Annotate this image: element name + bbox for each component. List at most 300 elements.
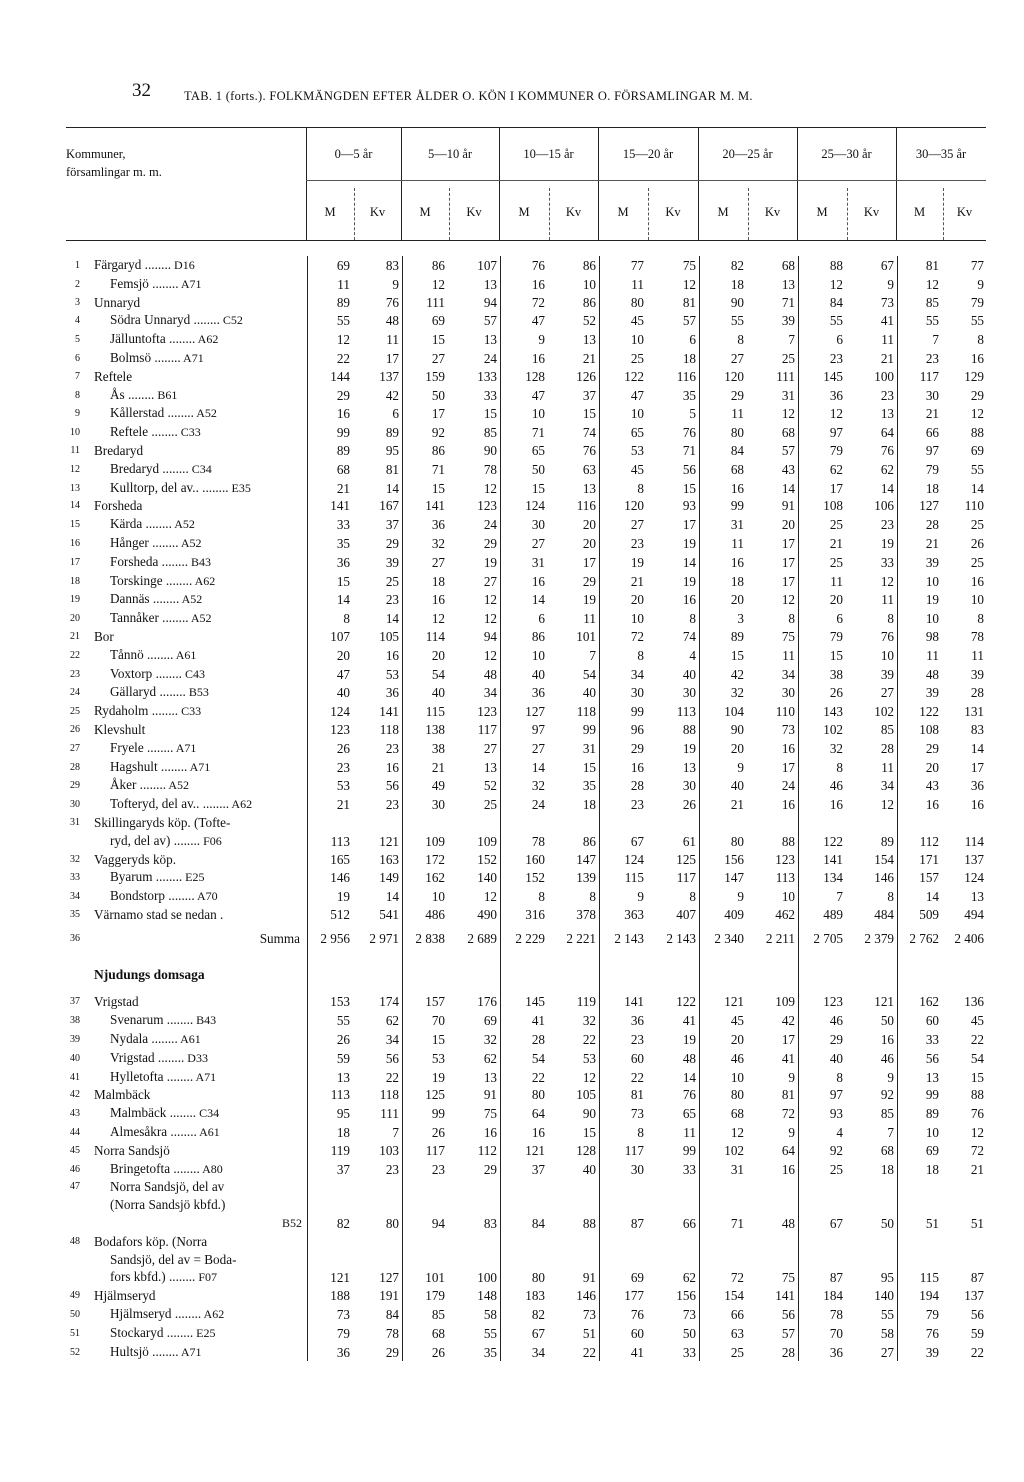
row-label — [86, 294, 306, 312]
table-row-continuation — [58, 1196, 986, 1214]
female-value: 77 — [970, 258, 984, 273]
header-divider — [499, 128, 500, 240]
empty-cell — [896, 1178, 943, 1196]
row-label — [86, 1142, 306, 1160]
male-value: 2 956 — [320, 930, 350, 946]
female-value: 20 — [582, 517, 596, 533]
male-value: 121 — [330, 1270, 350, 1286]
female-value: 16 — [781, 797, 795, 813]
table-row — [58, 887, 986, 906]
parish-code: A62 — [201, 1307, 225, 1322]
first-column-header: Kommuner, — [66, 147, 126, 161]
male-value: 8 — [637, 480, 644, 496]
female-value: 17 — [781, 535, 795, 551]
male-value: 69 — [925, 1142, 939, 1158]
female-value: 24 — [483, 350, 497, 366]
male-value: 117 — [425, 1142, 445, 1158]
municipality-name: Hultsjö — [110, 1343, 149, 1359]
table-row — [58, 534, 986, 553]
male-value: 20 — [630, 592, 644, 608]
female-value: 26 — [970, 535, 984, 551]
municipality-name: Femsjö — [110, 275, 149, 291]
male-value: 102 — [823, 721, 843, 737]
female-value: 119 — [576, 994, 596, 1010]
parish-code: A52 — [166, 778, 190, 793]
male-value: 172 — [425, 851, 445, 867]
female-value: 10 — [970, 592, 984, 608]
row-label — [86, 1049, 306, 1068]
male-value: 92 — [829, 1142, 843, 1158]
male-value: 29 — [336, 387, 350, 403]
row-number: 24 — [70, 687, 80, 699]
male-value: 157 — [425, 994, 445, 1010]
male-value: 19 — [336, 889, 350, 905]
male-value: 20 — [730, 740, 744, 756]
parish-code: A70 — [194, 889, 218, 904]
leader-dots: ........ — [147, 646, 174, 662]
leader-dots: ........ — [170, 1124, 197, 1140]
female-value: 462 — [775, 906, 795, 922]
table-row — [58, 721, 986, 739]
row-number: 6 — [75, 352, 80, 364]
male-value: 122 — [919, 704, 939, 720]
male-value: 73 — [336, 1307, 350, 1323]
empty-cell — [698, 1196, 748, 1214]
male-value: 23 — [829, 350, 843, 366]
male-value: 86 — [431, 258, 445, 273]
male-value: 88 — [829, 258, 843, 273]
male-value: 26 — [431, 1125, 445, 1141]
row-number: 5 — [75, 334, 80, 346]
male-value: 27 — [431, 350, 445, 366]
female-value: 21 — [582, 350, 596, 366]
female-value: 95 — [385, 442, 399, 458]
female-value: 94 — [483, 294, 497, 310]
male-value: 20 — [925, 759, 939, 775]
female-value: 55 — [880, 1307, 894, 1323]
female-value: 378 — [576, 906, 596, 922]
female-value: 14 — [385, 889, 399, 905]
male-value: 316 — [525, 906, 545, 922]
male-value: 28 — [925, 517, 939, 533]
municipality-name: Svenarum — [110, 1012, 164, 1028]
parish-code: C43 — [181, 666, 205, 681]
male-value: 141 — [425, 498, 445, 514]
parish-code: A52 — [171, 517, 195, 532]
male-value: 18 — [730, 573, 744, 589]
row-number: 22 — [70, 649, 80, 661]
age-group-label: 20—25 år — [722, 147, 773, 161]
female-value: 19 — [880, 535, 894, 551]
female-value: 62 — [880, 461, 894, 477]
female-value: 73 — [880, 294, 894, 310]
male-value: 47 — [531, 387, 545, 403]
female-value: 75 — [682, 258, 696, 273]
male-value: 60 — [925, 1013, 939, 1029]
female-value: 19 — [682, 573, 696, 589]
male-value: 40 — [829, 1050, 843, 1066]
female-value: 10 — [582, 276, 596, 292]
female-value: 35 — [483, 1344, 497, 1360]
female-value: 118 — [379, 721, 399, 737]
row-number: 43 — [70, 1108, 80, 1120]
table-row — [58, 294, 986, 312]
section-title: Njudungs domsaga — [94, 967, 205, 983]
municipality-name: Hjälmseryd — [110, 1306, 172, 1322]
male-value: 55 — [829, 313, 843, 329]
empty-cell — [354, 1251, 401, 1269]
male-value: 31 — [531, 554, 545, 570]
municipality-name: Malmbäck — [110, 1105, 167, 1121]
female-value: 24 — [781, 778, 795, 794]
female-value: 62 — [682, 1270, 696, 1286]
male-value: 35 — [336, 535, 350, 551]
female-value: 14 — [385, 480, 399, 496]
male-value: 112 — [919, 833, 939, 849]
male-value: 12 — [431, 276, 445, 292]
empty-cell — [449, 1233, 499, 1251]
male-value: 120 — [724, 368, 744, 384]
municipality-name: Bondstorp — [110, 888, 165, 904]
male-value: 85 — [925, 294, 939, 310]
row-number: 29 — [70, 780, 80, 792]
male-value: 82 — [730, 258, 744, 273]
table-row — [58, 515, 986, 534]
female-value: 140 — [874, 1288, 894, 1304]
female-value: 8 — [589, 889, 596, 905]
row-label — [86, 368, 306, 386]
male-value: 8 — [836, 1069, 843, 1085]
row-number: 12 — [70, 463, 80, 475]
row-number: 14 — [70, 500, 80, 512]
male-value: 20 — [336, 647, 350, 663]
parish-code: A62 — [229, 797, 253, 812]
male-value: 36 — [630, 1013, 644, 1029]
female-value: 73 — [682, 1307, 696, 1323]
male-value: 138 — [425, 721, 445, 737]
row-label — [86, 739, 306, 758]
female-value: 9 — [977, 276, 984, 292]
parish-code: A52 — [188, 611, 212, 626]
row-number: 21 — [70, 630, 80, 642]
row-label — [86, 1160, 306, 1179]
row-label — [86, 404, 306, 423]
empty-cell — [449, 814, 499, 832]
male-value: 32 — [531, 778, 545, 794]
female-value: 118 — [576, 704, 596, 720]
table-row — [58, 1068, 986, 1087]
female-value: 50 — [880, 1013, 894, 1029]
parish-code: A71 — [178, 1344, 202, 1359]
female-value: 106 — [874, 498, 894, 514]
column-divider — [599, 256, 600, 1361]
female-value: 167 — [379, 498, 399, 514]
female-value: 2 689 — [467, 930, 497, 946]
row-number — [58, 1214, 86, 1233]
female-value: 67 — [880, 258, 894, 273]
female-value: 13 — [483, 1069, 497, 1085]
male-value: 33 — [336, 517, 350, 533]
female-value: 16 — [970, 350, 984, 366]
female-value: 50 — [880, 1216, 894, 1232]
female-value: 62 — [385, 1013, 399, 1029]
row-label — [86, 683, 306, 702]
empty-cell — [943, 1178, 986, 1196]
female-value: 8 — [887, 611, 894, 627]
municipality-name: Byarum — [110, 869, 153, 885]
municipality-name: Tofteryd, del av.. — [110, 796, 200, 812]
female-value: 27 — [483, 573, 497, 589]
male-value: 25 — [630, 350, 644, 366]
female-value: 45 — [970, 1013, 984, 1029]
female-value: 59 — [970, 1325, 984, 1341]
female-value: 109 — [775, 994, 795, 1010]
empty-cell — [943, 814, 986, 832]
female-value: 15 — [582, 759, 596, 775]
female-value: 76 — [385, 294, 399, 310]
header-divider — [797, 128, 798, 240]
male-value: 71 — [531, 425, 545, 441]
female-value: 88 — [781, 833, 795, 849]
male-value: 80 — [630, 294, 644, 310]
female-value: 32 — [483, 1032, 497, 1048]
female-value: 55 — [970, 461, 984, 477]
male-value: 27 — [730, 350, 744, 366]
female-value: 12 — [781, 406, 795, 422]
male-value: 79 — [829, 442, 843, 458]
municipality-name: Bringetofta — [110, 1160, 171, 1176]
male-value: 71 — [431, 461, 445, 477]
female-value: 56 — [682, 461, 696, 477]
parish-code: D16 — [171, 258, 195, 272]
female-value: 16 — [970, 797, 984, 813]
male-value: 7 — [932, 332, 939, 348]
male-value: 25 — [829, 554, 843, 570]
female-value: 39 — [781, 313, 795, 329]
female-value: 88 — [582, 1216, 596, 1232]
municipality-name: Kärda — [110, 516, 143, 532]
male-value: 65 — [531, 442, 545, 458]
male-value: 27 — [531, 740, 545, 756]
empty-cell — [499, 1251, 549, 1269]
row-label — [86, 906, 306, 924]
female-value: 11 — [683, 1125, 696, 1141]
female-value: 2 379 — [864, 930, 894, 946]
female-value: 149 — [379, 870, 399, 886]
female-value: 107 — [477, 258, 497, 273]
male-value: 26 — [829, 685, 843, 701]
table-row-continuation — [58, 1251, 986, 1269]
male-value: 34 — [531, 1344, 545, 1360]
male-value: 10 — [531, 406, 545, 422]
female-value: 53 — [582, 1050, 596, 1066]
female-value: 156 — [676, 1288, 696, 1304]
female-value: 2 143 — [666, 930, 696, 946]
female-value: 57 — [483, 313, 497, 329]
female-value: 140 — [477, 870, 497, 886]
municipality-name: Stockaryd — [110, 1324, 164, 1340]
female-value: 123 — [477, 704, 497, 720]
row-label — [86, 1343, 306, 1362]
male-value: 15 — [531, 480, 545, 496]
male-value: 69 — [336, 258, 350, 273]
female-value: 75 — [483, 1106, 497, 1122]
parish-code: B61 — [154, 387, 178, 402]
female-value: 11 — [881, 592, 894, 608]
female-value: 7 — [788, 332, 795, 348]
male-value: 69 — [630, 1270, 644, 1286]
female-value: 8 — [689, 611, 696, 627]
female-value: 25 — [385, 573, 399, 589]
parish-code: E25 — [182, 870, 205, 885]
male-value: 18 — [730, 276, 744, 292]
parish-code: C33 — [177, 425, 201, 440]
column-divider — [307, 256, 308, 1361]
empty-cell — [306, 1233, 354, 1251]
age-group-label: 30—35 år — [915, 147, 967, 161]
female-value: 35 — [582, 778, 596, 794]
table-row — [58, 590, 986, 609]
municipality-name: Tånnö — [110, 646, 144, 662]
female-value: 7 — [887, 1125, 894, 1141]
male-value: 90 — [730, 294, 744, 310]
female-value: 17 — [781, 573, 795, 589]
male-value: 10 — [925, 1125, 939, 1141]
female-value: 2 221 — [566, 930, 596, 946]
female-value: 31 — [781, 387, 795, 403]
empty-cell — [401, 1196, 449, 1214]
male-value: 17 — [431, 406, 445, 422]
leader-dots: ........ — [173, 1160, 200, 1176]
female-value: 81 — [385, 461, 399, 477]
female-value: 131 — [964, 704, 984, 720]
female-value: 37 — [582, 387, 596, 403]
header-divider — [698, 128, 699, 240]
male-value: 97 — [829, 1087, 843, 1103]
row-number: 39 — [70, 1034, 80, 1046]
table-row-continuation — [58, 1233, 986, 1251]
female-value: 128 — [576, 1142, 596, 1158]
male-value: 29 — [630, 740, 644, 756]
female-value: 129 — [964, 368, 984, 384]
male-value: 71 — [730, 1216, 744, 1232]
female-value: 71 — [781, 294, 795, 310]
female-value: 123 — [775, 851, 795, 867]
female-value: 36 — [385, 685, 399, 701]
table-row — [58, 851, 986, 869]
female-value: 22 — [970, 1344, 984, 1360]
header-bottom-rule — [66, 240, 986, 241]
table-row — [58, 1142, 986, 1160]
table-row — [58, 795, 986, 814]
row-label — [86, 887, 306, 906]
empty-cell — [748, 1251, 797, 1269]
female-value: 48 — [385, 313, 399, 329]
female-value: 78 — [483, 461, 497, 477]
female-value: 29 — [385, 535, 399, 551]
municipality-name: Malmbäck — [94, 1087, 151, 1103]
male-value: 84 — [730, 442, 744, 458]
header-top-rule — [66, 127, 986, 128]
female-value: 36 — [970, 778, 984, 794]
male-value: 21 — [336, 797, 350, 813]
municipality-name: Kulltorp, del av.. — [110, 479, 199, 495]
female-value: 2 406 — [954, 930, 984, 946]
female-value: 16 — [781, 1161, 795, 1177]
female-value: 12 — [483, 647, 497, 663]
table-row — [58, 776, 986, 795]
table-row — [58, 386, 986, 405]
male-value: 141 — [330, 498, 350, 514]
male-value: 9 — [737, 759, 744, 775]
row-number: 41 — [70, 1071, 80, 1083]
parish-code: A71 — [178, 276, 202, 291]
male-value: 37 — [531, 1161, 545, 1177]
row-number: 7 — [75, 370, 80, 382]
male-value: 19 — [431, 1069, 445, 1085]
parish-code: E25 — [193, 1325, 216, 1340]
female-value: 34 — [483, 685, 497, 701]
female-value: 64 — [781, 1142, 795, 1158]
empty-cell — [698, 814, 748, 832]
table-row — [58, 442, 986, 460]
male-value: 78 — [829, 1307, 843, 1323]
female-value: 147 — [576, 851, 596, 867]
male-value: 188 — [330, 1288, 350, 1304]
female-value: 12 — [483, 592, 497, 608]
row-number: 3 — [75, 296, 80, 308]
female-value: 20 — [781, 517, 795, 533]
row-number: 15 — [70, 519, 80, 531]
male-value: 10 — [730, 1069, 744, 1085]
table-row — [58, 330, 986, 349]
parish-code: A52 — [179, 592, 203, 607]
female-value: 48 — [781, 1216, 795, 1232]
empty-cell — [449, 1251, 499, 1269]
female-value: 15 — [483, 406, 497, 422]
female-value: 23 — [385, 797, 399, 813]
female-value: 117 — [676, 870, 696, 886]
female-value: 137 — [964, 1288, 984, 1304]
female-value: 22 — [385, 1069, 399, 1085]
male-value: 102 — [724, 1142, 744, 1158]
female-value: 23 — [385, 740, 399, 756]
row-number — [58, 1268, 86, 1287]
female-value: 113 — [676, 704, 696, 720]
row-number: 36 — [70, 932, 80, 944]
male-value: 26 — [336, 740, 350, 756]
male-value: 123 — [823, 994, 843, 1010]
male-value: 10 — [630, 332, 644, 348]
column-divider — [699, 256, 700, 1361]
municipality-name: Unnaryd — [94, 294, 141, 310]
female-value: 73 — [582, 1307, 596, 1323]
female-label: Kv — [369, 205, 386, 219]
female-value: 15 — [582, 1125, 596, 1141]
male-value: 46 — [829, 1013, 843, 1029]
male-value: 56 — [925, 1050, 939, 1066]
female-value: 54 — [582, 666, 596, 682]
female-value: 6 — [689, 332, 696, 348]
male-label: M — [816, 205, 828, 219]
row-label — [86, 1104, 306, 1123]
male-value: 127 — [919, 498, 939, 514]
parish-code: A62 — [192, 573, 216, 588]
leader-dots: ........ — [160, 758, 188, 774]
municipality-name: Hylletofta — [110, 1068, 164, 1084]
female-value: 73 — [781, 721, 795, 737]
male-value: 45 — [630, 313, 644, 329]
